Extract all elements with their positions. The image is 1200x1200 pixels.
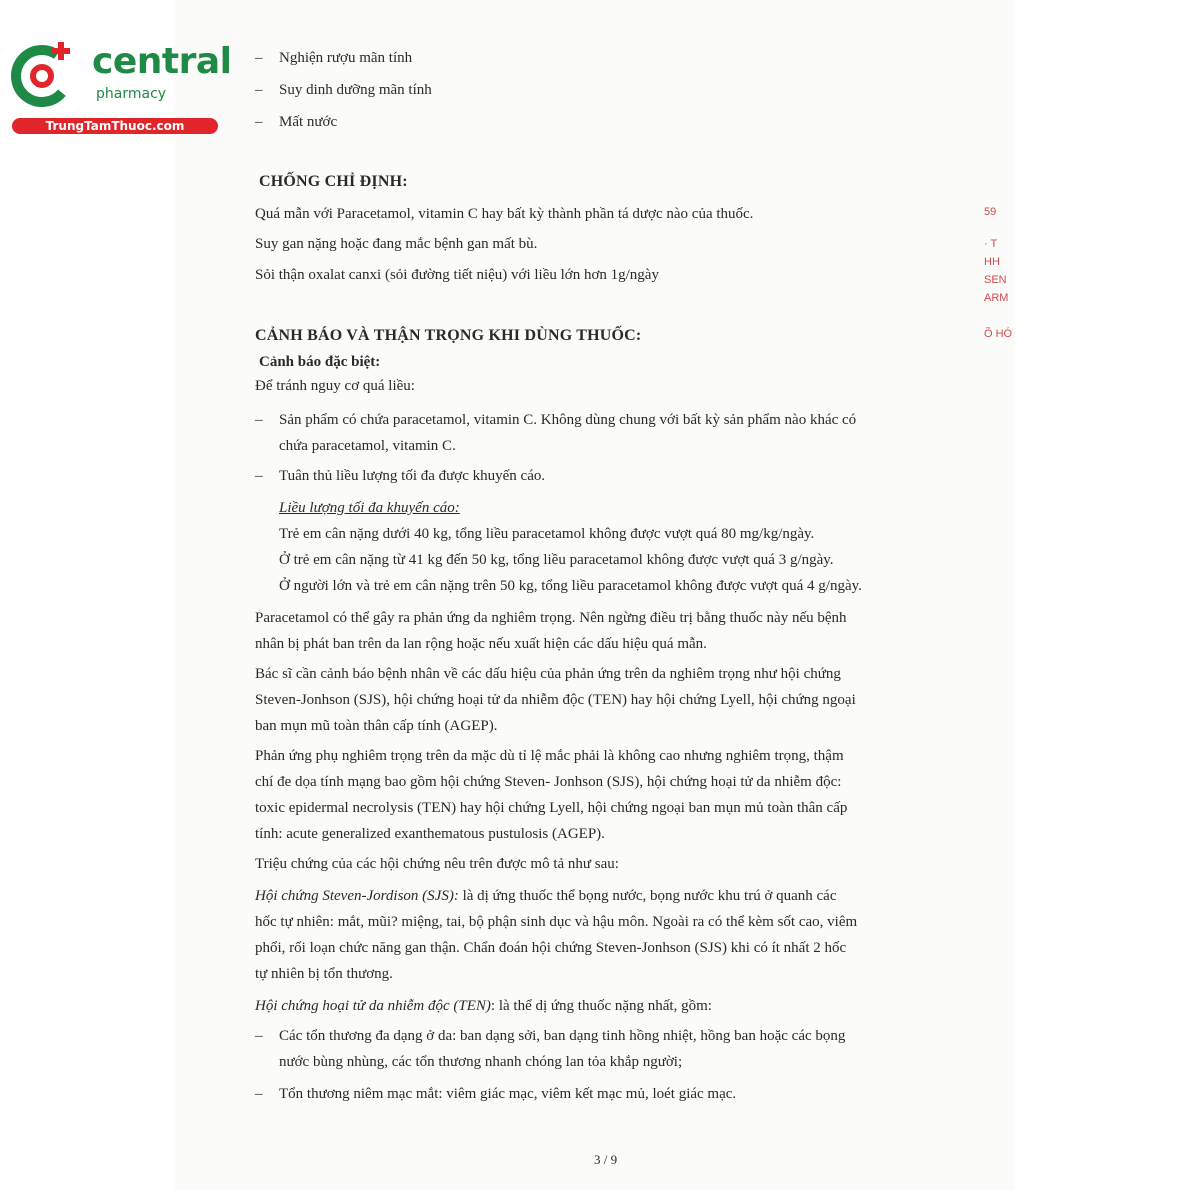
list-item-text: Tuân thủ liều lượng tối đa được khuyến cáo. <box>279 468 546 484</box>
logo-brand-name: central <box>92 41 232 82</box>
list-item-text: Tổn thương niêm mạc mắt: viêm giác mạc, viêm kết mạc mủ, loét giác mạc. <box>279 1086 737 1102</box>
bullet-dash: – <box>255 114 263 130</box>
logo-website: TrungTamThuoc.com <box>12 118 218 134</box>
stamp-text: 59 <box>984 206 997 218</box>
paragraph-line: phổi, rối loạn chức năng gan thận. Chẩn đoán hội chứng Steven-Jonhson (SJS) khi có ít nhất 2 hốc <box>255 940 847 956</box>
paragraph-line: toxic epidermal necrolysis (TEN) hay hội chứng Lyell, hội chứng ngoại ban mụn mủ toàn thân cấp <box>255 800 848 816</box>
ten-paragraph-first-line <box>255 996 712 1016</box>
paragraph-line: Quá mẫn với Paracetamol, vitamin C hay bất kỳ thành phần tá dược nào của thuốc. <box>255 206 754 222</box>
sjs-label: Hội chứng Steven-Jordison (SJS): <box>255 888 459 904</box>
list-item-text: Suy dinh dưỡng mãn tính <box>279 82 432 98</box>
logo-subtitle: pharmacy <box>96 86 167 102</box>
max-dose-title: Liều lượng tối đa khuyến cáo: <box>279 500 460 516</box>
list-item-text: Nghiện rượu mãn tính <box>279 50 413 66</box>
bullet-dash: – <box>255 468 263 484</box>
paragraph-line: Sỏi thận oxalat canxi (sỏi đường tiết niệu) với liều lớn hơn 1g/ngày <box>255 267 659 283</box>
paragraph-line: tự nhiên bị tổn thương. <box>255 966 393 982</box>
list-item-text: Mất nước <box>279 114 338 130</box>
paragraph-line: Paracetamol có thể gây ra phản ứng da nghiêm trọng. Nên ngừng điều trị bằng thuốc này nếu bệnh <box>255 610 847 626</box>
stamp-text: · T <box>984 238 998 250</box>
dose-line: Ở trẻ em cân nặng từ 41 kg đến 50 kg, tổng liều paracetamol không được vượt quá 3 g/ngày. <box>279 552 834 568</box>
bullet-dash: – <box>255 1086 263 1102</box>
pharmacy-logo-icon <box>8 38 80 110</box>
paragraph-line: Triệu chứng của các hội chứng nêu trên được mô tả như sau: <box>255 856 619 872</box>
bullet-dash: – <box>255 1028 263 1044</box>
bullet-dash: – <box>255 82 263 98</box>
list-item-continuation: nước bùng nhùng, các tổn thương nhanh chóng lan tỏa khắp người; <box>279 1054 683 1070</box>
special-warning-heading: Cảnh báo đặc biệt: <box>259 354 381 370</box>
paragraph-line: tính: acute generalized exanthematous pustulosis (AGEP). <box>255 826 605 842</box>
paragraph-line: Phản ứng phụ nghiêm trọng trên da mặc dù tỉ lệ mắc phải là không cao nhưng nghiêm trọng, thậm <box>255 748 844 764</box>
sjs-paragraph-first-line <box>255 886 837 906</box>
dose-line: Ở người lớn và trẻ em cân nặng trên 50 kg, tổng liều paracetamol không được vượt quá 4 g/ngày. <box>279 578 862 594</box>
ten-text: : là thể dị ứng thuốc nặng nhất, gồm: <box>490 998 712 1014</box>
stamp-text: Õ HÓ <box>984 328 1013 340</box>
paragraph-line: nhân bị phát ban trên da lan rộng hoặc nếu xuất hiện các dấu hiệu quá mẫn. <box>255 636 707 652</box>
paragraph-line: Suy gan nặng hoặc đang mắc bệnh gan mất bù. <box>255 236 538 252</box>
sjs-text: là dị ứng thuốc thể bọng nước, bọng nước khu trú ở quanh các <box>458 888 837 904</box>
paragraph-line: chí đe dọa tính mạng bao gồm hội chứng Steven- Jonhson (SJS), hội chứng hoại tử da nhiễm độc: <box>255 774 842 790</box>
paragraph-line: hốc tự nhiên: mắt, mũi? miệng, tai, bộ phận sinh dục và hậu môn. Ngoài ra có thể kèm sốt cao, viêm <box>255 914 858 930</box>
stamp-text: HH <box>984 256 1000 268</box>
warnings-heading: CẢNH BÁO VÀ THẬN TRỌNG KHI DÙNG THUỐC: <box>255 327 642 344</box>
bullet-dash: – <box>255 412 263 428</box>
paragraph-line: Steven-Jonhson (SJS), hội chứng hoại tử da nhiễm độc (TEN) hay hội chứng Lyell, hội chứng ngoại <box>255 692 856 708</box>
paragraph-line: Bác sĩ cần cảnh báo bệnh nhân về các dấu hiệu của phản ứng trên da nghiêm trọng như hội chứng <box>255 666 841 682</box>
list-item-text: Sản phẩm có chứa paracetamol, vitamin C. Không dùng chung với bất kỳ sản phẩm nào khác có <box>279 412 857 428</box>
ten-label: Hội chứng hoại tử da nhiễm độc (TEN) <box>255 998 491 1014</box>
list-item-continuation: chứa paracetamol, vitamin C. <box>279 438 456 454</box>
stamp-fragment <box>984 200 1018 360</box>
central-pharmacy-logo <box>8 38 232 138</box>
paragraph-line: Để tránh nguy cơ quá liều: <box>255 378 415 394</box>
paragraph-line: ban mụn mũ toàn thân cấp tính (AGEP). <box>255 718 498 734</box>
list-item-text: Các tổn thương đa dạng ở da: ban dạng sởi, ban dạng tinh hồng nhiệt, hồng ban hoặc các bọng <box>279 1028 846 1044</box>
contraindications-heading: CHỐNG CHỈ ĐỊNH: <box>259 173 408 190</box>
stamp-text: SEN <box>984 274 1007 286</box>
bullet-dash: – <box>255 50 263 66</box>
stamp-text: ARM <box>984 292 1009 304</box>
dose-line: Trẻ em cân nặng dưới 40 kg, tổng liều paracetamol không được vượt quá 80 mg/kg/ngày. <box>279 526 815 542</box>
page-number: 3 / 9 <box>594 1152 618 1167</box>
